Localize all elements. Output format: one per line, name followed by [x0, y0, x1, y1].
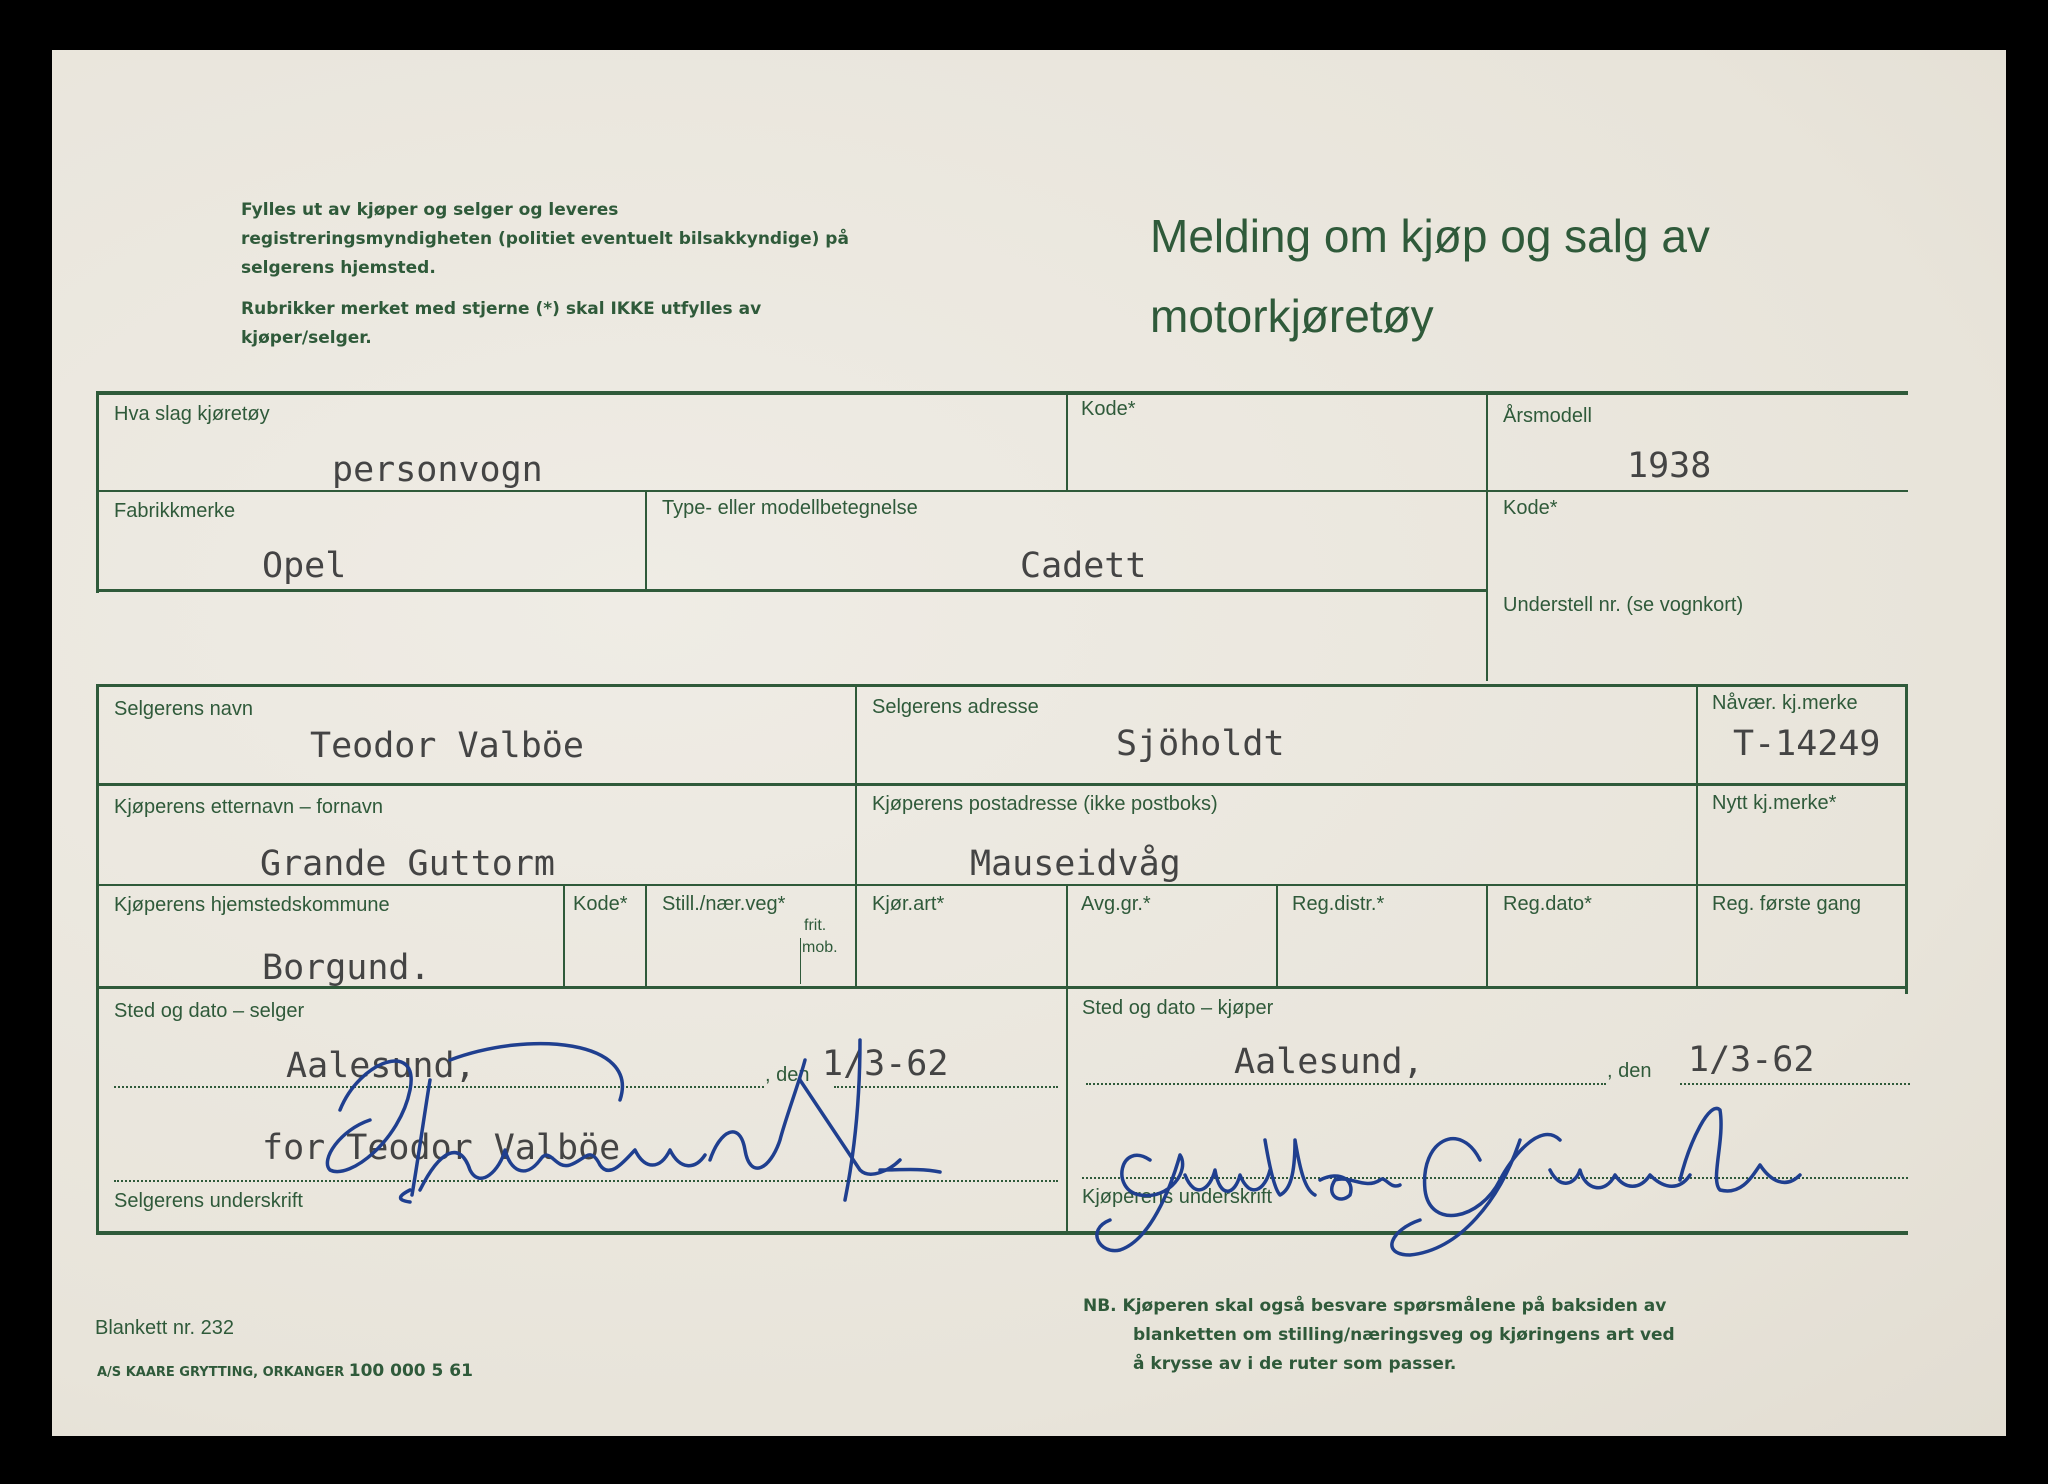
nb-line-1: NB. Kjøperen skal også besvare spørsmålene på baksiden av	[1083, 1296, 1667, 1316]
label-seller-name: Selgerens navn	[114, 698, 253, 720]
rule	[1276, 886, 1278, 988]
label-make: Fabrikkmerke	[114, 500, 236, 522]
printer-line	[97, 1361, 473, 1381]
print-number: 100 000 5 61	[348, 1361, 473, 1381]
label-den-seller: , den	[765, 1064, 810, 1086]
form-title-line2: motorkjøretøy	[1150, 290, 1434, 342]
nb-line-2: blanketten om stilling/næringsveg og kjøringens art ved	[1133, 1325, 1675, 1345]
label-chassis: Understell nr. (se vognkort)	[1503, 594, 1744, 616]
label-place-date-seller: Sted og dato – selger	[114, 1000, 305, 1022]
form-title	[1150, 196, 1850, 356]
nb-line-3: å krysse av i de ruter som passer.	[1133, 1354, 1457, 1374]
form-number: Blankett nr. 232	[95, 1317, 234, 1339]
rule	[855, 686, 857, 988]
rule	[1066, 391, 1068, 491]
buyer-signature-image	[1080, 1080, 1840, 1280]
instructions-para1: Fylles ut av kjøper og selger og leveres registreringsmyndigheten (politiet eventuelt bilsakkyndige) på selgerens hjemsted.	[241, 200, 849, 278]
rule	[800, 938, 801, 984]
label-fee-group: Avg.gr.*	[1081, 893, 1151, 915]
rule	[96, 391, 1908, 395]
label-current-plate: Nåvær. kj.merke	[1712, 692, 1858, 714]
rule	[1486, 391, 1488, 681]
rule	[96, 783, 1908, 786]
value-make: Opel	[262, 546, 347, 586]
label-den-buyer: , den	[1607, 1060, 1652, 1082]
value-buyer-address: Mauseidvåg	[970, 844, 1181, 884]
label-new-plate: Nytt kj.merke*	[1712, 792, 1837, 814]
rule	[96, 684, 1908, 687]
rule	[645, 491, 647, 591]
instructions-para2: Rubrikker merket med stjerne (*) skal IKKE utfylles av kjøper/selger.	[241, 299, 762, 348]
label-buyer-address: Kjøperens postadresse (ikke postboks)	[872, 793, 1218, 815]
rule	[563, 886, 565, 988]
label-code-2: Kode*	[1503, 497, 1558, 519]
rule	[1486, 886, 1488, 988]
label-buyer-signature: Kjøperens underskrift	[1082, 1186, 1273, 1208]
label-code-3: Kode*	[573, 893, 628, 915]
value-model: Cadett	[1020, 546, 1147, 586]
value-buyer-name: Grande Guttorm	[260, 844, 556, 884]
value-vehicle-type: personvogn	[332, 450, 543, 490]
label-mob: mob.	[802, 939, 838, 956]
value-seller-date: 1/3-62	[822, 1044, 949, 1084]
value-seller-for: for Teodor Valböe	[262, 1128, 621, 1168]
value-seller-name: Teodor Valböe	[310, 726, 584, 766]
label-occupation: Still./nær.veg*	[662, 893, 786, 915]
rule	[1696, 686, 1698, 988]
label-buyer-municipality: Kjøperens hjemstedskommune	[114, 894, 390, 916]
value-buyer-municipality: Borgund.	[262, 948, 431, 988]
form-title-line1: Melding om kjøp og salg av	[1150, 210, 1710, 262]
value-seller-address: Sjöholdt	[1116, 724, 1285, 764]
label-buyer-name: Kjøperens etternavn – fornavn	[114, 796, 384, 818]
value-model-year: 1938	[1627, 446, 1712, 486]
printer-name: A/S KAARE GRYTTING, ORKANGER	[97, 1365, 345, 1380]
rule	[96, 490, 1908, 492]
rule	[1066, 988, 1068, 1233]
instructions	[241, 196, 861, 365]
value-buyer-date: 1/3-62	[1688, 1040, 1815, 1080]
rule	[1905, 684, 1908, 994]
rule	[96, 589, 1488, 592]
label-seller-address: Selgerens adresse	[872, 696, 1039, 718]
value-buyer-place: Aalesund,	[1234, 1042, 1424, 1082]
value-current-plate: T-14249	[1733, 724, 1881, 764]
rule	[96, 684, 99, 1234]
rule	[96, 884, 1908, 886]
nb-note	[1083, 1292, 1783, 1379]
label-reg-date: Reg.dato*	[1503, 893, 1592, 915]
label-vehicle-type: Hva slag kjøretøy	[114, 403, 270, 425]
rule	[1066, 886, 1068, 988]
seller-signature-image	[300, 1020, 1020, 1220]
label-reg-district: Reg.distr.*	[1292, 893, 1385, 915]
label-frit: frit.	[804, 917, 827, 934]
label-code: Kode*	[1081, 398, 1136, 420]
label-drive-type: Kjør.art*	[872, 893, 945, 915]
label-model-year: Årsmodell	[1503, 405, 1592, 427]
rule	[96, 391, 99, 593]
rule	[645, 886, 647, 988]
value-seller-place: Aalesund,	[286, 1046, 476, 1086]
label-type-model: Type- eller modellbetegnelse	[662, 497, 918, 519]
label-first-reg: Reg. første gang	[1712, 893, 1861, 915]
label-seller-signature: Selgerens underskrift	[114, 1190, 303, 1212]
label-place-date-buyer: Sted og dato – kjøper	[1082, 997, 1274, 1019]
